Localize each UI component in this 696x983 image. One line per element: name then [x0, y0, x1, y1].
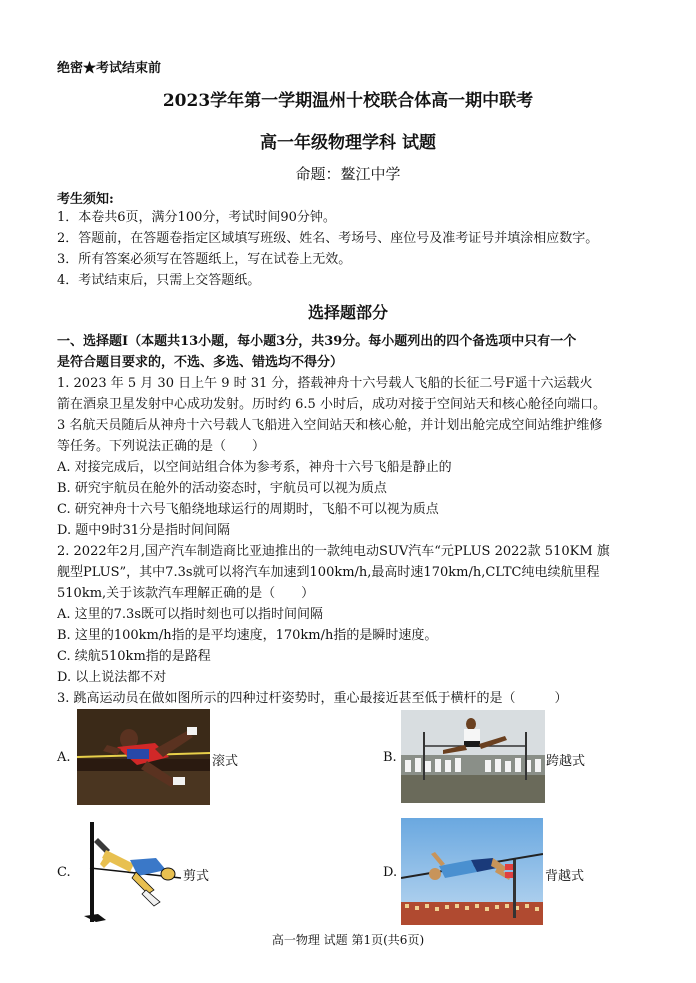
q3-stem: 3. 跳高运动员在做如图所示的四种过杆姿势时，重心最接近甚至低于横杆的是（ ） — [57, 691, 568, 706]
q2-stem-line3: 510km,关于该款汽车理解正确的是（ ） — [57, 586, 315, 601]
notice-item: 4．考试结束后，只需上交答题纸。 — [57, 273, 261, 288]
q1-option-d: D. 题中9时31分是指时间间隔 — [57, 523, 231, 538]
scissors-jump-drawing — [76, 820, 181, 925]
q3-choice-b-letter: B. — [383, 750, 397, 765]
q3-choice-a-label: 滚式 — [212, 754, 239, 769]
q1-stem-line1: 1. 2023 年 5 月 30 日上午 9 时 31 分，搭载神舟十六号载人飞船的长征二号F遥十六运载火 — [57, 376, 593, 391]
q1-option-b: B. 研究宇航员在舱外的活动姿态时，宇航员可以视为质点 — [57, 481, 387, 496]
exam-author: 命题：鳌江中学 — [295, 165, 401, 183]
straddle-jump-photo — [401, 710, 545, 803]
q1-stem-line2: 箭在酒泉卫星发射中心成功发射。历时约 6.5 小时后，成功对接于空间站天和核心舱径向端口。 — [57, 397, 606, 412]
flop-jump-photo — [401, 818, 543, 925]
q3-choice-a-letter: A. — [57, 750, 71, 765]
q3-choice-c-letter: C. — [57, 865, 71, 880]
notice-item: 3．所有答案必须写在答题纸上，写在试卷上无效。 — [57, 252, 352, 267]
q2-option-b: B. 这里的100km/h指的是平均速度，170km/h指的是瞬时速度。 — [57, 628, 438, 643]
q1-stem-line4: 等任务。下列说法正确的是（ ） — [57, 439, 266, 454]
part1-heading-line2: 是符合题目要求的，不选、多选、错选均不得分） — [57, 355, 344, 370]
q2-stem-line2: 舰型PLUS”，其中7.3s就可以将汽车加速到100km/h,最高时速170km/h,CLTC纯电续航里程 — [57, 565, 600, 580]
notice-item: 2．答题前，在答题卷指定区域填写班级、姓名、考场号、座位号及准考证号并填涂相应数字。 — [57, 231, 599, 246]
q3-choice-d-letter: D. — [383, 865, 398, 880]
section-title: 选择题部分 — [307, 303, 388, 322]
q2-option-d: D. 以上说法都不对 — [57, 670, 167, 685]
q2-option-a: A. 这里的7.3s既可以指时刻也可以指时间间隔 — [57, 607, 323, 622]
q3-choice-d-label: 背越式 — [545, 869, 585, 884]
secret-label: 绝密★考试结束前 — [57, 61, 162, 76]
part1-heading-line1: 一、选择题Ⅰ（本题共13小题，每小题3分，共39分。每小题列出的四个备选项中只有一个 — [57, 334, 577, 349]
question-content — [57, 331, 642, 709]
q1-option-a: A. 对接完成后，以空间站组合体为参考系，神舟十六号飞船是静止的 — [57, 460, 452, 475]
q2-option-c: C. 续航510km指的是路程 — [57, 649, 211, 664]
notice-item: 1．本卷共6页，满分100分，考试时间90分钟。 — [57, 210, 336, 225]
exam-title: 2023学年第一学期温州十校联合体高一期中联考 — [162, 91, 534, 111]
roll-jump-photo — [77, 709, 210, 805]
notice-list — [57, 207, 598, 291]
q3-choice-c-label: 剪式 — [183, 869, 210, 884]
q3-choice-b-label: 跨越式 — [546, 754, 586, 769]
q1-stem-line3: 3 名航天员随后从神舟十六号载人飞船进入空间站天和核心舱，并计划出舱完成空间站维护维修 — [57, 418, 603, 433]
exam-subtitle: 高一年级物理学科 试题 — [260, 133, 436, 153]
q2-stem-line1: 2. 2022年2月,国产汽车制造商比亚迪推出的一款纯电动SUV汽车“元PLUS 2022款 510KM 旗 — [57, 544, 610, 559]
page-footer: 高一物理 试题 第1页(共6页) — [271, 933, 425, 947]
notice-heading: 考生须知: — [57, 192, 114, 207]
q1-option-c: C. 研究神舟十六号飞船绕地球运行的周期时，飞船不可以视为质点 — [57, 502, 439, 517]
